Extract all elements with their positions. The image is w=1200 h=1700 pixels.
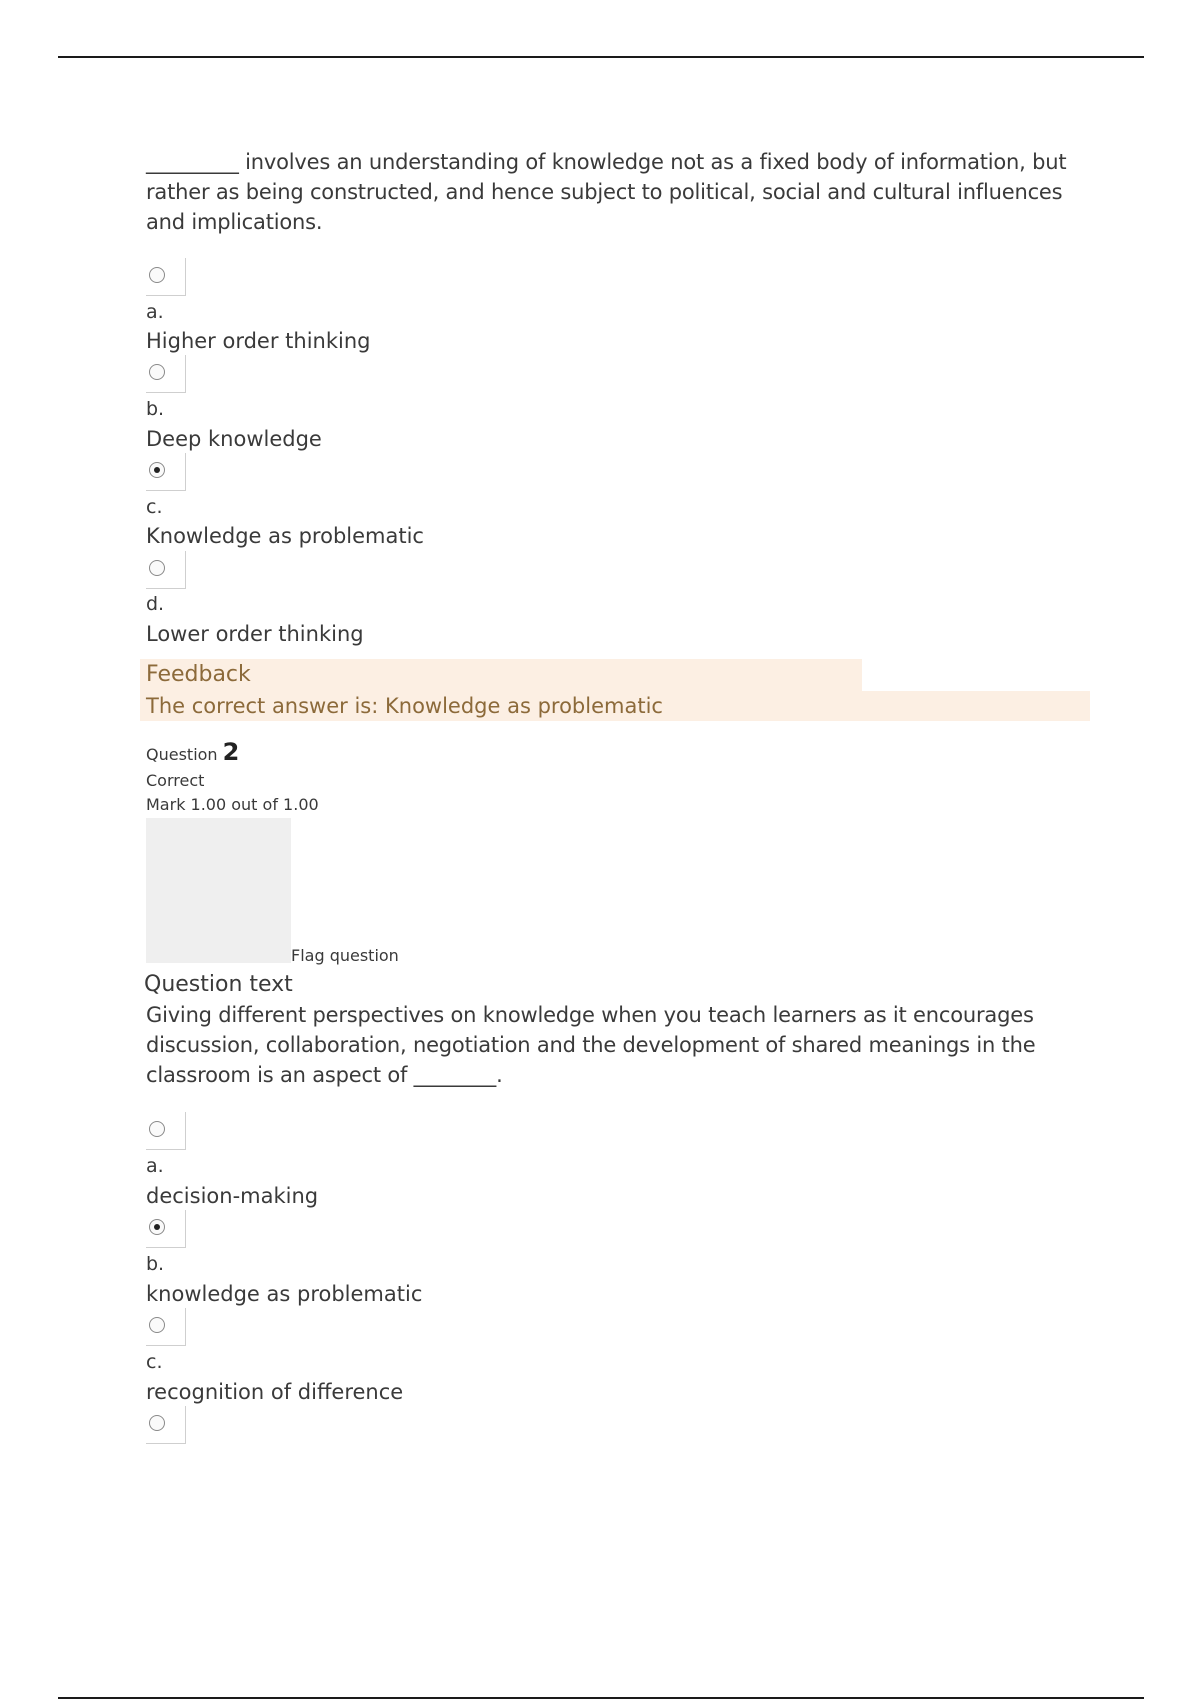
q1-option-b-radio-box[interactable] [146,355,186,393]
question-2-text: Giving different perspectives on knowledge when you teach learners as it encourages discussion, collaboration, negotiation and the development of shared meanings in the classroom is an aspect of ________. [146,1003,1036,1087]
q2-option-a-letter: a. [146,1155,164,1177]
q1-option-d-radio-box[interactable] [146,551,186,589]
top-rule [58,56,1144,58]
question-2-number [146,738,239,766]
q2-option-c-label[interactable]: recognition of difference [146,1380,404,1404]
flag-question-link[interactable]: Flag question [291,946,399,965]
q2-option-b-letter: b. [146,1253,165,1275]
q2-option-b-radio-box[interactable] [146,1210,186,1248]
question-number-label: Question [146,745,218,764]
q1-option-b-label[interactable]: Deep knowledge [146,427,322,451]
q2-option-a-radio[interactable] [149,1121,165,1137]
flag-question-icon[interactable] [146,818,291,963]
question-number-value: 2 [222,738,240,766]
q2-option-c-radio[interactable] [149,1317,165,1333]
question-1-text: _________ involves an understanding of knowledge not as a fixed body of information, but rather as being constructed, and hence subject to political, social and cultural influences and implications. [146,150,1067,234]
q1-option-a-label[interactable]: Higher order thinking [146,329,371,353]
q1-option-a-radio[interactable] [149,267,165,283]
q1-option-b-radio[interactable] [149,364,165,380]
q1-option-c-label[interactable]: Knowledge as problematic [146,524,424,548]
q1-option-a-radio-box[interactable] [146,258,186,296]
q1-option-c-radio[interactable] [149,462,165,478]
bottom-rule [58,1697,1144,1699]
question-2-state: Correct [146,771,205,790]
question-text-heading: Question text [144,972,293,997]
q1-option-a-letter: a. [146,301,164,323]
question-2-mark: Mark 1.00 out of 1.00 [146,795,319,814]
q2-option-b-radio[interactable] [149,1219,165,1235]
q1-option-d-letter: d. [146,593,165,615]
q1-option-c-radio-box[interactable] [146,453,186,491]
q2-option-d-radio[interactable] [149,1415,165,1431]
feedback-correct-answer: The correct answer is: Knowledge as problematic [140,691,1090,721]
q2-option-b-label[interactable]: knowledge as problematic [146,1282,423,1306]
q2-option-a-radio-box[interactable] [146,1112,186,1150]
feedback-heading: Feedback [140,659,862,691]
q1-option-b-letter: b. [146,398,165,420]
q1-option-d-label[interactable]: Lower order thinking [146,622,364,646]
q2-option-a-label[interactable]: decision-making [146,1184,319,1208]
q2-option-c-radio-box[interactable] [146,1308,186,1346]
q1-option-d-radio[interactable] [149,560,165,576]
q2-option-d-radio-box[interactable] [146,1406,186,1444]
q2-option-c-letter: c. [146,1351,163,1373]
q1-option-c-letter: c. [146,496,163,518]
